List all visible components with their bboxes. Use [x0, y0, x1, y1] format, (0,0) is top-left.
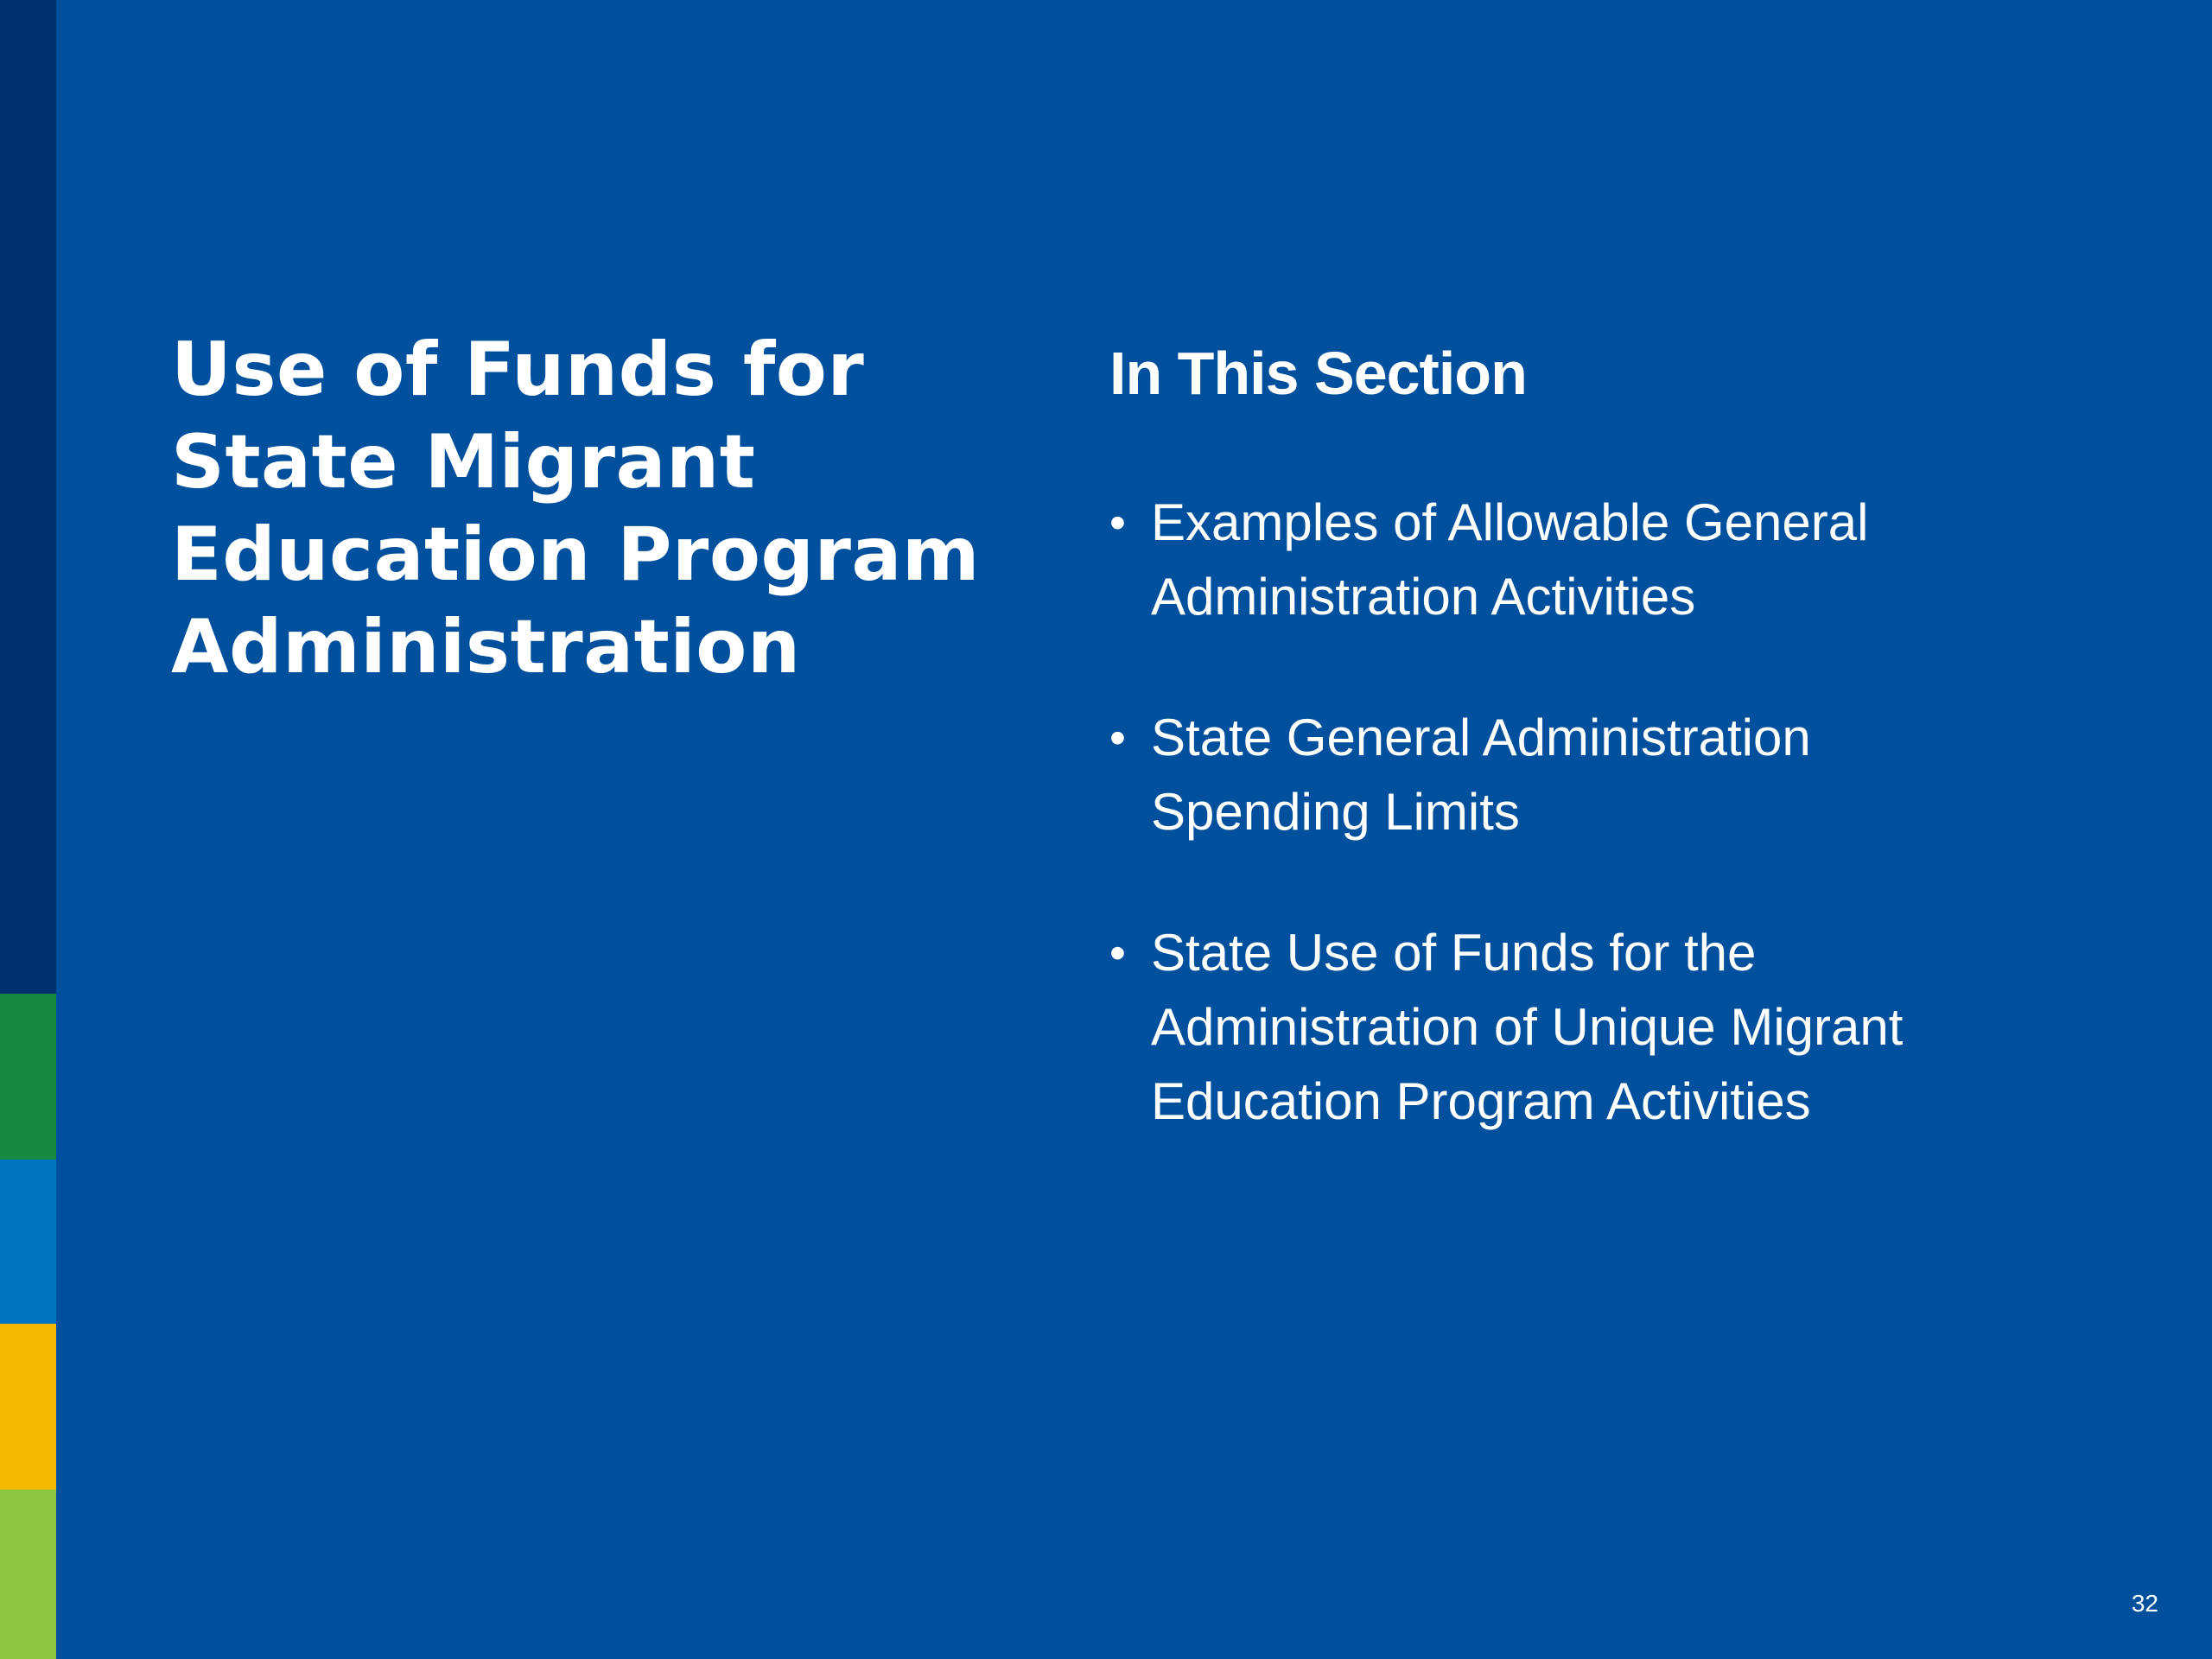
strip-segment-green	[0, 994, 56, 1160]
strip-segment-blue	[0, 1160, 56, 1324]
page-number: 32	[2131, 1590, 2158, 1617]
strip-segment-yellow	[0, 1324, 56, 1490]
slide-title-line: Education Program	[171, 512, 981, 598]
bullet-item-unique-activities	[1109, 916, 2103, 1139]
bullet-line: State Use of Funds for the	[1151, 924, 1757, 982]
bullet-line: Spending Limits	[1151, 783, 1520, 841]
bullet-line: Education Program Activities	[1151, 1072, 1811, 1130]
bullet-icon: •	[1109, 927, 1126, 979]
bullet-icon: •	[1109, 712, 1126, 764]
section-heading: In This Section	[1109, 340, 1527, 407]
bullet-icon: •	[1109, 497, 1126, 549]
section-overview	[1109, 337, 2103, 1205]
section-bullet-list	[1109, 486, 2103, 1139]
slide-title-line: Administration	[171, 604, 801, 690]
bullet-line: Examples of Allowable General	[1151, 493, 1869, 551]
bullet-line: State General Administration	[1151, 709, 1811, 766]
strip-segment-navy	[0, 0, 56, 994]
strip-segment-lime	[0, 1490, 56, 1659]
slide-title-line: State Migrant	[171, 419, 756, 505]
color-accent-strip	[0, 0, 56, 1659]
slide-title	[171, 324, 981, 694]
bullet-line: Administration Activities	[1151, 568, 1696, 626]
bullet-line: Administration of Unique Migrant	[1151, 998, 1904, 1056]
bullet-item-spending-limits	[1109, 701, 2103, 849]
bullet-item-allowable-activities	[1109, 486, 2103, 634]
slide-title-line: Use of Funds for	[171, 327, 865, 413]
